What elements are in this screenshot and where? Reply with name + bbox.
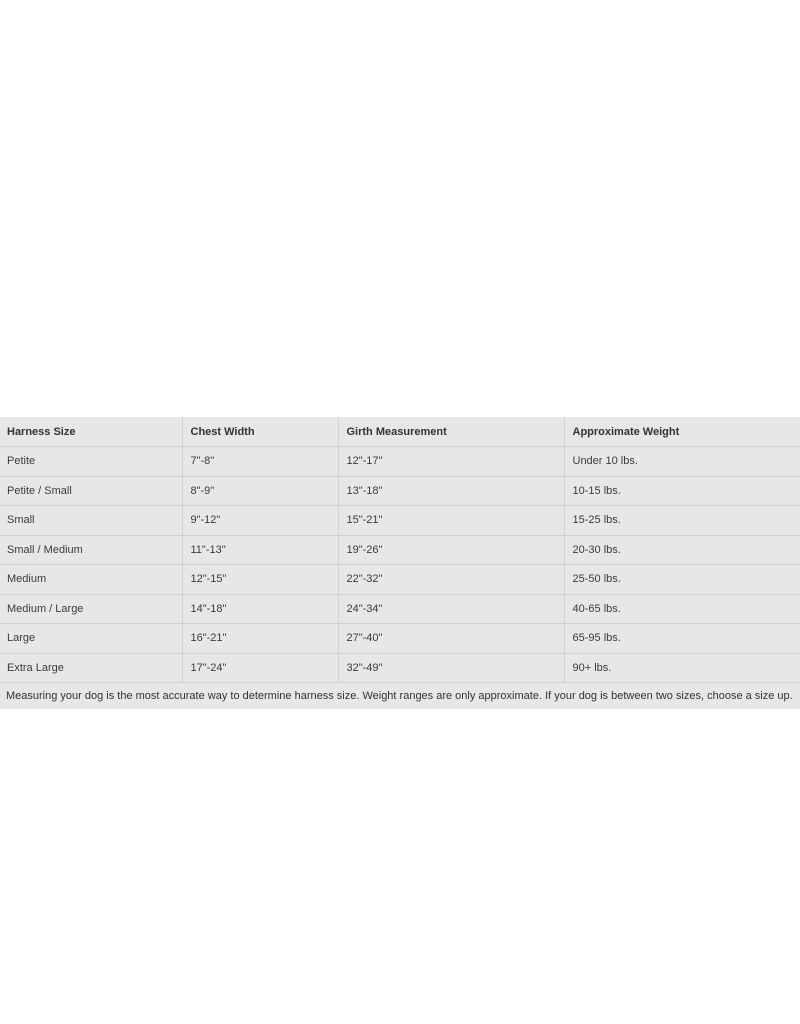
cell-weight: 25-50 lbs.: [564, 565, 800, 595]
cell-weight: 15-25 lbs.: [564, 506, 800, 536]
cell-weight: 40-65 lbs.: [564, 594, 800, 624]
header-approximate-weight: Approximate Weight: [564, 417, 800, 447]
cell-harness-size: Medium: [0, 565, 182, 595]
cell-chest-width: 14"-18": [182, 594, 338, 624]
cell-weight: 65-95 lbs.: [564, 624, 800, 654]
cell-harness-size: Small / Medium: [0, 535, 182, 565]
size-chart-table: [0, 417, 800, 683]
table-row: [0, 476, 800, 506]
cell-girth: 13"-18": [338, 476, 564, 506]
cell-weight: 20-30 lbs.: [564, 535, 800, 565]
cell-harness-size: Petite: [0, 447, 182, 477]
cell-harness-size: Large: [0, 624, 182, 654]
cell-chest-width: 8"-9": [182, 476, 338, 506]
cell-chest-width: 12"-15": [182, 565, 338, 595]
cell-harness-size: Petite / Small: [0, 476, 182, 506]
cell-harness-size: Medium / Large: [0, 594, 182, 624]
header-girth-measurement: Girth Measurement: [338, 417, 564, 447]
cell-weight: 90+ lbs.: [564, 653, 800, 683]
cell-harness-size: Small: [0, 506, 182, 536]
cell-girth: 32"-49": [338, 653, 564, 683]
cell-weight: Under 10 lbs.: [564, 447, 800, 477]
table-row: [0, 624, 800, 654]
cell-chest-width: 16"-21": [182, 624, 338, 654]
table-row: [0, 447, 800, 477]
cell-harness-size: Extra Large: [0, 653, 182, 683]
cell-chest-width: 17"-24": [182, 653, 338, 683]
table-row: [0, 565, 800, 595]
cell-girth: 24"-34": [338, 594, 564, 624]
size-chart: [0, 417, 800, 709]
table-header-row: [0, 417, 800, 447]
header-chest-width: Chest Width: [182, 417, 338, 447]
cell-girth: 12"-17": [338, 447, 564, 477]
cell-chest-width: 7"-8": [182, 447, 338, 477]
cell-chest-width: 11"-13": [182, 535, 338, 565]
cell-weight: 10-15 lbs.: [564, 476, 800, 506]
header-harness-size: Harness Size: [0, 417, 182, 447]
table-row: [0, 653, 800, 683]
cell-chest-width: 9"-12": [182, 506, 338, 536]
cell-girth: 15"-21": [338, 506, 564, 536]
cell-girth: 22"-32": [338, 565, 564, 595]
size-chart-footnote: Measuring your dog is the most accurate way to determine harness size. Weight ranges are only approximate. If your dog is between two sizes, choose a size up.: [6, 690, 793, 702]
cell-girth: 27"-40": [338, 624, 564, 654]
table-row: [0, 594, 800, 624]
table-row: [0, 535, 800, 565]
cell-girth: 19"-26": [338, 535, 564, 565]
table-row: [0, 506, 800, 536]
